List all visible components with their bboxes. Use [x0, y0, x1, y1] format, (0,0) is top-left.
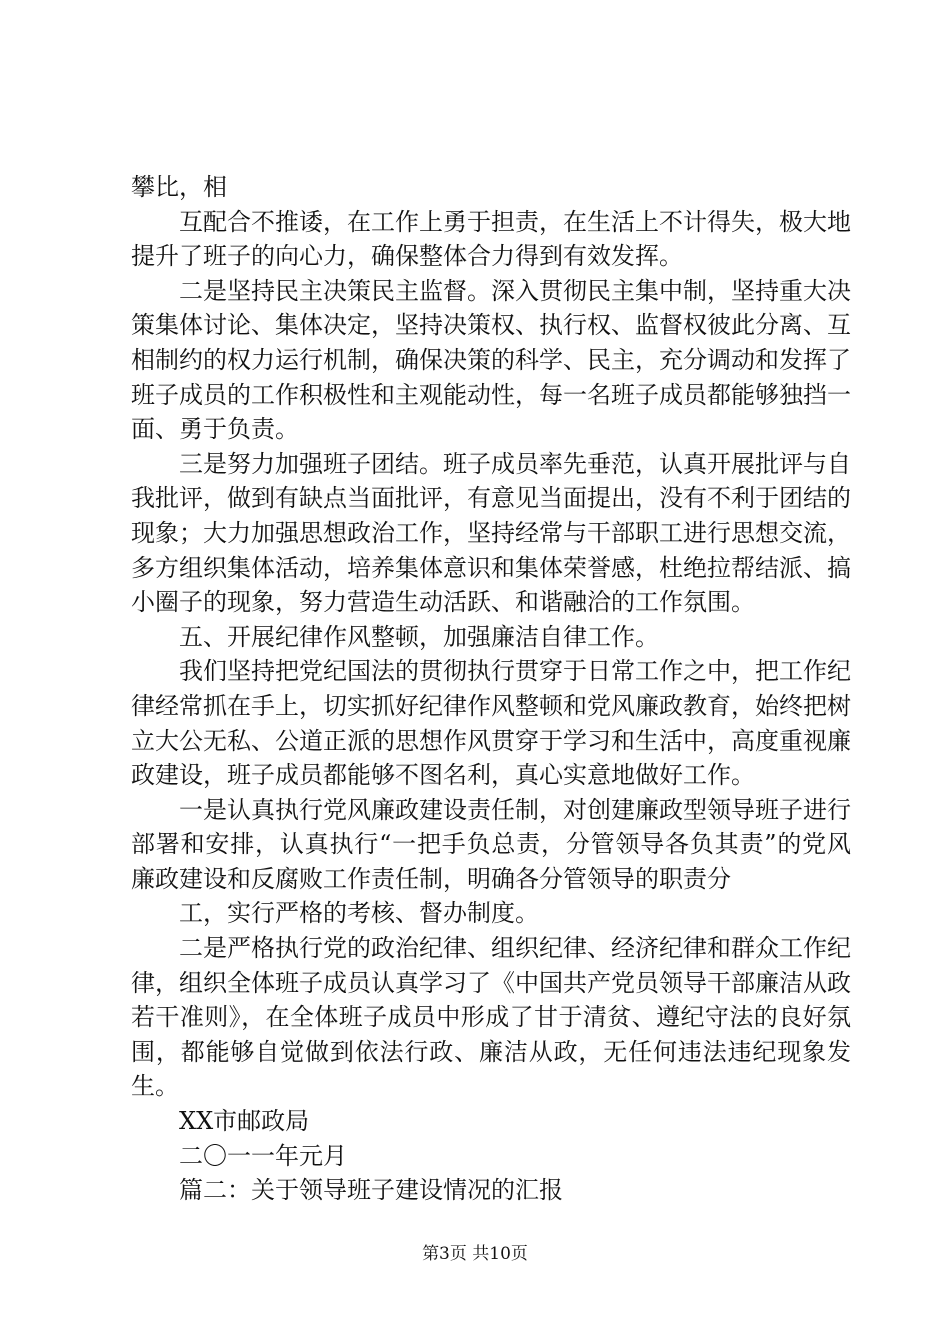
paragraph-fragment: 攀比，相	[131, 173, 227, 201]
paragraph-discipline-overview: 我们坚持把党纪国法的贯彻执行贯穿于日常工作之中，把工作纪律经常抓在手上，切实抓好纪律作风整顿和党风廉政教育，始终把树立大公无私、公道正派的思想作风贯穿于学习和生活中，高度重视廉政建设，班子成员都能够不图名利，真心实意地做好工作。	[131, 657, 851, 790]
page-total: 共10页	[472, 1244, 528, 1264]
paragraph-democratic-decision: 二是坚持民主决策民主监督。深入贯彻民主集中制，坚持重大决策集体讨论、集体决定，坚持决策权、执行权、监督权彼此分离、互相制约的权力运行机制，确保决策的科学、民主，充分调动和发挥了班子成员的工作积极性和主观能动性，每一名班子成员都能够独挡一面、勇于负责。	[131, 276, 851, 444]
paragraph-team-unity: 三是努力加强班子团结。班子成员率先垂范，认真开展批评与自我批评，做到有缺点当面批评，有意见当面提出，没有不利于团结的现象；大力加强思想政治工作，坚持经常与干部职工进行思想交流，多方组织集体活动，培养集体意识和集体荣誉感，杜绝拉帮结派、搞小圈子的现象，努力营造生动活跃、和谐融洽的工作氛围。	[131, 449, 851, 617]
signature-organization: XX市邮政局	[179, 1107, 310, 1136]
page-footer	[0, 1243, 950, 1265]
paragraph-continuation: 互配合不推诿，在工作上勇于担责，在生活上不计得失，极大地提升了班子的向心力，确保整体合力得到有效发挥。	[131, 207, 851, 271]
signature-date: 二〇一一年元月	[179, 1141, 347, 1170]
document-body	[131, 170, 851, 1208]
next-article-title: 篇二：关于领导班子建设情况的汇报	[179, 1176, 563, 1205]
section-heading-discipline: 五、开展纪律作风整顿，加强廉洁自律工作。	[179, 622, 659, 651]
paragraph-fragment-continuation: 工，实行严格的考核、督办制度。	[179, 899, 539, 928]
paragraph-political-discipline: 二是严格执行党的政治纪律、组织纪律、经济纪律和群众工作纪律，组织全体班子成员认真学习了《中国共产党员领导干部廉洁从政若干准则》，在全体班子成员中形成了甘于清贫、遵纪守法的良好氛围，都能够自觉做到依法行政、廉洁从政，无任何违法违纪现象发生。	[131, 934, 851, 1101]
paragraph-responsibility-system: 一是认真执行党风廉政建设责任制，对创建廉政型领导班子进行部署和安排，认真执行“一把手负总责，分管领导各负其责”的党风廉政建设和反腐败工作责任制，明确各分管领导的职责分	[131, 795, 851, 893]
page-number: 第3页	[422, 1244, 467, 1264]
